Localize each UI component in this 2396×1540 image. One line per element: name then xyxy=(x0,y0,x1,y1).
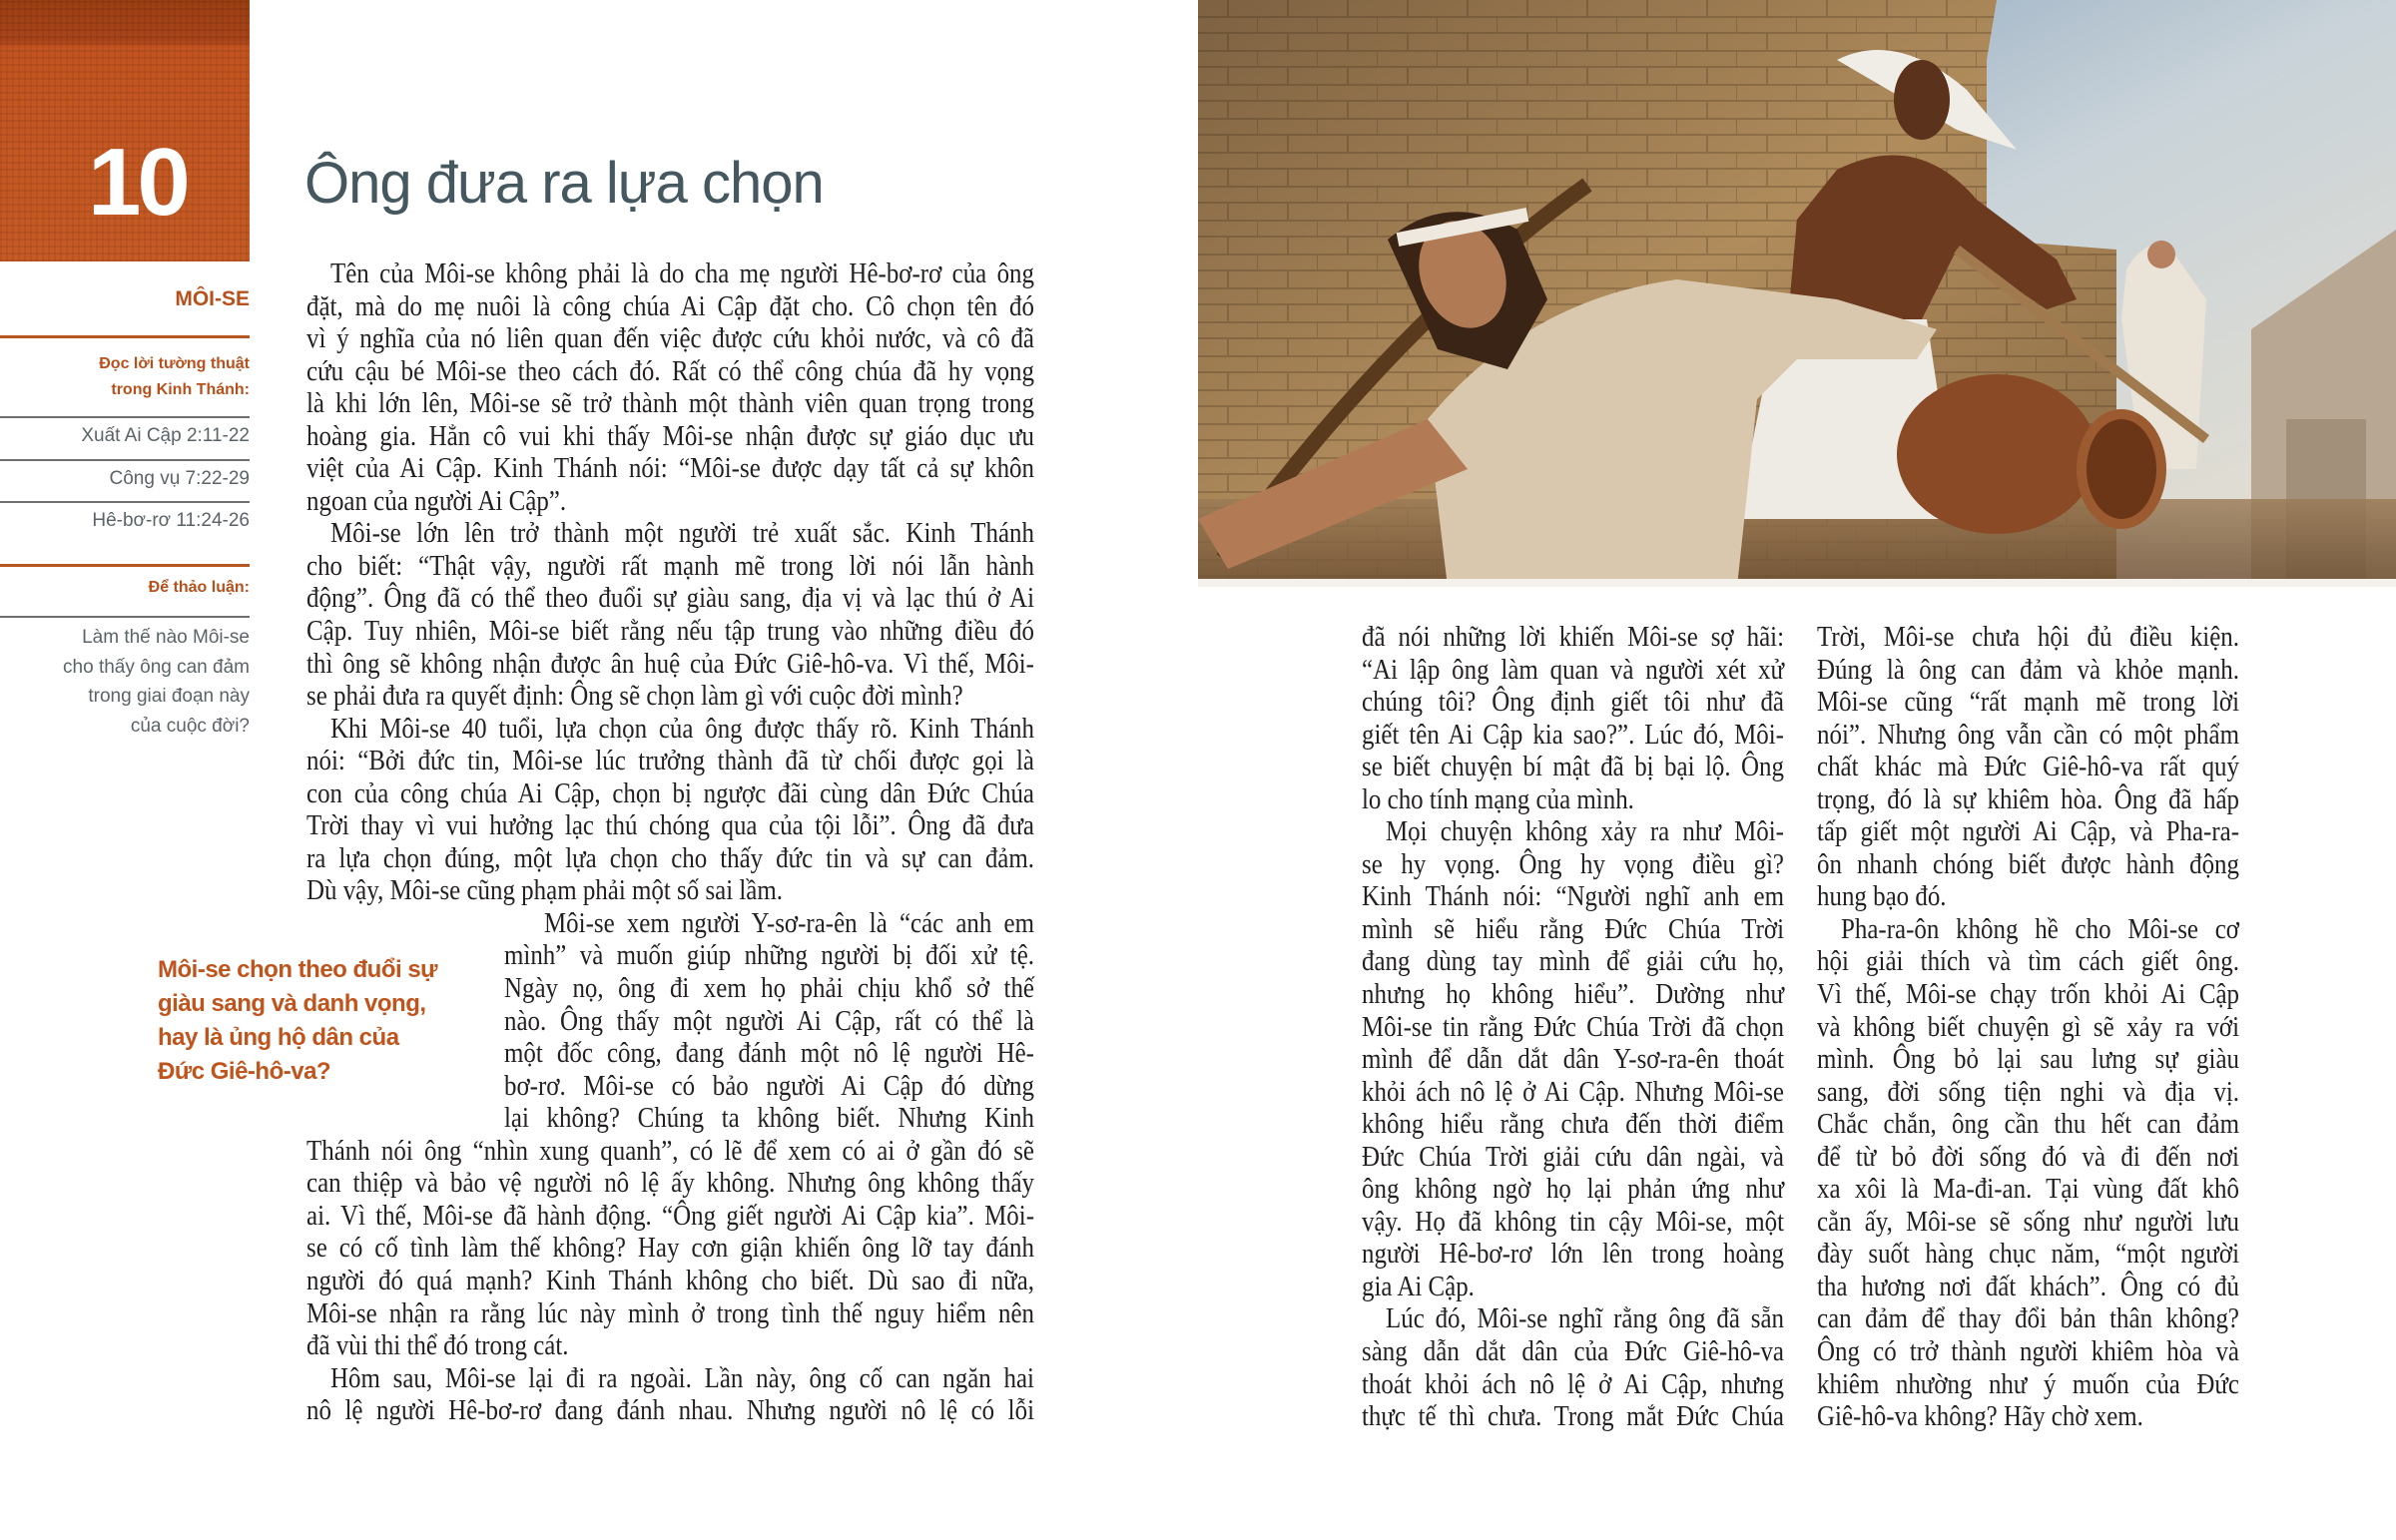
text-line xyxy=(1817,1335,2239,1368)
text-line xyxy=(1817,815,2239,848)
text-line-content: Ông có trở thành người khiêm hòa và xyxy=(1817,1335,2239,1368)
pull-quote-line: Đức Giê-hô-va? xyxy=(158,1058,331,1085)
text-line-content: và không biết chuyện gì sẽ xảy ra với xyxy=(1817,1010,2239,1043)
text-line-content: se có cố tình làm thế không? Hay cơn giận khiến ông lỡ tay đánh xyxy=(306,1232,1034,1265)
text-line xyxy=(306,1265,1034,1297)
divider xyxy=(0,335,250,338)
text-line xyxy=(1817,1368,2239,1401)
text-line-content: nói: “Bởi đức tin, Môi-se lúc trưởng thành đã từ chối được gọi là xyxy=(306,745,1034,777)
text-line xyxy=(306,485,1034,518)
text-line-content: Thánh nói ông “nhìn xung quanh”, có lẽ để xem có ai ở gần đó sẽ xyxy=(306,1134,1034,1167)
text-line-content: Môi-se nhận ra rằng lúc này mình ở trong tình thế nguy hiểm nên xyxy=(306,1296,1034,1329)
text-line xyxy=(1817,978,2239,1011)
text-line-content: se biết chuyện bí mật đã bị bại lộ. Ông xyxy=(1362,751,1784,783)
text-line-content: ôn nhanh chóng biết được hành động xyxy=(1817,847,2239,880)
text-line xyxy=(306,842,1034,875)
text-line-content: thực tế thì chưa. Trong mắt Đức Chúa xyxy=(1362,1400,1784,1433)
text-line-content: Giê-hô-va không? Hãy chờ xem. xyxy=(1817,1400,2143,1433)
text-line xyxy=(1362,1206,1784,1239)
text-line-content: Ngày nọ, ông đi xem họ phải chịu khổ sở thế xyxy=(504,972,1034,1005)
sidebar-person: MÔI-SE xyxy=(175,287,250,310)
text-line-content: đặt, mà do mẹ nuôi là công chúa Ai Cập đặt cho. Cô chọn tên đó xyxy=(306,289,1034,322)
text-line-content: Hôm sau, Môi-se lại đi ra ngoài. Lần này, ông cố can ngăn hai xyxy=(330,1361,1034,1394)
text-line-content: Đúng là ông can đảm và khỏe mạnh. xyxy=(1817,653,2239,686)
text-line-content: Kinh Thánh nói: “Người nghĩ anh em xyxy=(1362,880,1784,913)
text-line-content: Chắc chắn, ông cần thu hết can đảm xyxy=(1817,1108,2239,1141)
discuss-heading: Để thảo luận: xyxy=(148,579,250,596)
text-line-content: Trời thay vì vui hưởng lạc thú chóng qua của tội lỗi”. Ông đã đưa xyxy=(306,809,1034,842)
text-line xyxy=(1817,686,2239,719)
text-line xyxy=(1362,880,1784,913)
text-line-content: không hiểu rằng chưa đến thời điểm xyxy=(1362,1108,1784,1141)
text-line xyxy=(1362,1076,1784,1109)
text-line-content: xa xôi là Ma-đi-an. Tại vùng đất khô xyxy=(1817,1173,2239,1206)
text-line-content: mình để dẫn dắt dân Y-sơ-ra-ên thoát xyxy=(1362,1043,1784,1076)
text-line-content: se hy vọng. Ông hy vọng điều gì? xyxy=(1362,847,1784,880)
reference-link[interactable]: Xuất Ai Cập 2:11-22 xyxy=(81,425,250,446)
text-line-content: can thiệp và bảo vệ người nô lệ ấy không. Nhưng ông không thấy xyxy=(306,1167,1034,1200)
text-line xyxy=(306,1167,1034,1200)
text-line-content: sang, đời sống tiện nghi và địa vị. xyxy=(1817,1075,2239,1108)
text-line xyxy=(1817,1043,2239,1076)
text-line-content: chúng tôi? Ông định giết tôi như đã xyxy=(1362,686,1784,719)
text-line xyxy=(1362,1271,1784,1303)
text-line xyxy=(306,1394,1034,1427)
question-line: cho thấy ông can đảm xyxy=(63,656,250,678)
text-line xyxy=(1817,945,2239,978)
text-line xyxy=(306,1037,1034,1070)
right-column-1 xyxy=(1362,621,1784,1433)
text-line-content: ngoan của người Ai Cập”. xyxy=(306,484,567,517)
text-line xyxy=(306,907,1034,940)
text-line-content: Pha-ra-ôn không hề cho Môi-se cơ xyxy=(1841,912,2239,945)
text-line-content: hội giải thích và tìm cách giết ông. xyxy=(1817,945,2239,978)
text-line xyxy=(1362,1335,1784,1368)
text-line-content: ai. Vì thế, Môi-se đã hành động. “Ông giết người Ai Cập kia”. Môi- xyxy=(306,1199,1034,1232)
text-line xyxy=(1817,1206,2239,1239)
text-line xyxy=(306,322,1034,355)
pull-quote-line: hay là ủng hộ dân của xyxy=(158,1024,399,1051)
text-line-content: tha hương nơi đất khách”. Ông có đủ xyxy=(1817,1270,2239,1302)
text-line xyxy=(1362,751,1784,783)
text-line xyxy=(1817,719,2239,752)
reference-link[interactable]: Công vụ 7:22-29 xyxy=(109,468,250,489)
text-line-content: mình sẽ hiểu rằng Đức Chúa Trời xyxy=(1362,912,1784,945)
text-line-content: ra lựa chọn đúng, một lựa chọn cho thấy đức tin và sự can đảm. xyxy=(306,841,1034,874)
text-line xyxy=(306,1102,1034,1135)
question-line: trong giai đoạn này xyxy=(88,686,250,707)
text-line-content: nói”. Nhưng ông vẫn cần có một phẩm xyxy=(1817,718,2239,751)
read-heading-line: Đọc lời tường thuật xyxy=(99,355,250,372)
text-line xyxy=(1817,1271,2239,1303)
text-line xyxy=(306,387,1034,420)
text-line-content: đày suốt hàng chục năm, “một người xyxy=(1817,1238,2239,1271)
text-line xyxy=(306,257,1034,290)
text-line xyxy=(1817,751,2239,783)
divider xyxy=(0,501,250,503)
text-line-content: cằn ấy, Môi-se sẽ sống như người lưu xyxy=(1817,1205,2239,1238)
text-line-content: lại không? Chúng ta không biết. Nhưng Kinh xyxy=(504,1102,1034,1135)
text-line xyxy=(1362,945,1784,978)
text-line xyxy=(306,1232,1034,1265)
text-line-content: Môi-se lớn lên trở thành một người trẻ xuất sắc. Kinh Thánh xyxy=(330,517,1034,550)
text-line xyxy=(306,615,1034,648)
chapter-number: 10 xyxy=(88,129,187,236)
right-column-2 xyxy=(1817,621,2239,1433)
text-line-content: nô lệ người Hê-bơ-rơ đang đánh nhau. Nhưng người nô lệ có lỗi xyxy=(306,1394,1034,1427)
pull-quote-line: giàu sang và danh vọng, xyxy=(158,990,426,1017)
text-line xyxy=(1817,621,2239,654)
illustration-moses-egyptian-taskmaster xyxy=(1198,0,2396,587)
text-line xyxy=(306,1070,1034,1103)
text-line xyxy=(1817,783,2239,816)
text-line-content: Lúc đó, Môi-se nghĩ rằng ông đã sẵn xyxy=(1386,1302,1784,1335)
page-title: Ông đưa ra lựa chọn xyxy=(304,151,824,216)
text-line-content: động”. Ông đã có thể theo đuổi sự giàu sang, địa vị và lạc thú ở Ai xyxy=(306,582,1034,615)
text-line-content: Môi-se xem người Y-sơ-ra-ên là “các anh em xyxy=(544,906,1034,939)
text-line-content: Tên của Môi-se không phải là do cha mẹ người Hê-bơ-rơ của ông xyxy=(330,257,1034,289)
text-line-content: cho biết: “Thật vậy, người rất mạnh mẽ trong lời nói lẫn hành xyxy=(306,549,1034,582)
text-line-content: người Hê-bơ-rơ lớn lên trong hoàng xyxy=(1362,1238,1784,1271)
text-line xyxy=(306,452,1034,485)
text-line xyxy=(306,355,1034,388)
text-line xyxy=(1362,848,1784,881)
painting-image xyxy=(1198,0,2396,587)
text-line xyxy=(1362,978,1784,1011)
text-line xyxy=(1817,1173,2239,1206)
text-line xyxy=(1362,1400,1784,1433)
text-line xyxy=(1817,1141,2239,1174)
text-line xyxy=(306,582,1034,615)
text-line xyxy=(1817,1011,2239,1044)
text-line xyxy=(306,517,1034,550)
text-line xyxy=(306,1329,1034,1362)
text-line-content: thoát khỏi ách nô lệ ở Ai Cập, nhưng xyxy=(1362,1367,1784,1400)
read-heading-line: trong Kinh Thánh: xyxy=(111,381,250,398)
text-line xyxy=(1817,1400,2239,1433)
text-line xyxy=(306,972,1034,1005)
text-line xyxy=(1362,783,1784,816)
divider xyxy=(0,459,250,461)
chapter-number-block xyxy=(0,0,250,261)
text-line-content: Cập. Tuy nhiên, Môi-se biết rằng nếu tập trung vào những điều đó xyxy=(306,615,1034,648)
text-line-content: lo cho tính mạng của mình. xyxy=(1362,782,1634,815)
text-line xyxy=(306,550,1034,583)
text-line-content: “Ai lập ông làm quan và người xét xử xyxy=(1362,653,1784,686)
text-line xyxy=(1362,1368,1784,1401)
question-line: Làm thế nào Môi-se xyxy=(82,627,250,648)
text-line-content: giết tên Ai Cập kia sao?”. Lúc đó, Môi- xyxy=(1362,718,1784,751)
text-line-content: Môi-se cũng “rất mạnh mẽ trong lời xyxy=(1817,686,2239,719)
text-line xyxy=(1817,1302,2239,1335)
text-line xyxy=(1817,913,2239,946)
text-line-content: khỏi ách nô lệ ở Ai Cập. Nhưng Môi-se xyxy=(1362,1075,1784,1108)
text-line-content: đã nói những lời khiến Môi-se sợ hãi: xyxy=(1362,621,1784,653)
text-line xyxy=(306,420,1034,453)
text-line xyxy=(306,1005,1034,1038)
text-line xyxy=(1817,880,2239,913)
text-line xyxy=(1362,621,1784,654)
text-line xyxy=(306,1200,1034,1233)
text-line xyxy=(1362,1011,1784,1044)
text-line xyxy=(1817,848,2239,881)
discussion-question xyxy=(0,623,250,741)
text-line xyxy=(1362,654,1784,687)
text-line xyxy=(1362,1141,1784,1174)
text-line-content: Khi Môi-se 40 tuổi, lựa chọn của ông được thấy rõ. Kinh Thánh xyxy=(330,712,1034,745)
text-line-content: hung bạo đó. xyxy=(1817,880,1947,913)
text-line-content: việt của Ai Cập. Kinh Thánh nói: “Môi-se được dạy tất cả sự khôn xyxy=(306,452,1034,485)
text-line-content: can đảm để thay đổi bản thân không? xyxy=(1817,1302,2239,1335)
text-line xyxy=(306,939,1034,972)
text-line xyxy=(1817,1076,2239,1109)
text-line xyxy=(1362,1238,1784,1271)
text-line xyxy=(1817,1108,2239,1141)
text-line-content: mình. Ông bỏ lại sau lưng sự giàu xyxy=(1817,1043,2239,1076)
text-line-content: để từ bỏ đời sống đó và đi đến nơi xyxy=(1817,1140,2239,1173)
text-line xyxy=(306,648,1034,681)
text-line xyxy=(1817,654,2239,687)
text-line xyxy=(306,290,1034,323)
text-line-content: tấp giết một người Ai Cập, và Pha-ra- xyxy=(1817,815,2239,848)
text-line xyxy=(1817,1238,2239,1271)
text-line-content: chất khác mà Đức Giê-hô-va rất quý xyxy=(1817,751,2239,783)
text-line xyxy=(1362,686,1784,719)
read-heading xyxy=(0,351,250,403)
pull-quote-line: Môi-se chọn theo đuổi sự xyxy=(158,956,438,983)
text-line xyxy=(1362,719,1784,752)
text-line-content: hoàng gia. Hẳn cô vui khi thấy Môi-se nhận được sự giáo dục ưu xyxy=(306,419,1034,452)
reference-link[interactable]: Hê-bơ-rơ 11:24-26 xyxy=(92,510,250,531)
text-line xyxy=(306,1135,1034,1168)
text-line xyxy=(1362,913,1784,946)
text-line-content: con của công chúa Ai Cập, chọn bị ngược đãi cùng dân Đức Chúa xyxy=(306,776,1034,809)
text-line xyxy=(1362,1173,1784,1206)
text-line xyxy=(306,713,1034,746)
left-body-text xyxy=(306,257,1034,1427)
question-line: của cuộc đời? xyxy=(130,715,250,737)
text-line-content: Dù vậy, Môi-se cũng phạm phải một số sai lầm. xyxy=(306,874,784,907)
text-line xyxy=(306,777,1034,810)
text-line xyxy=(306,809,1034,842)
text-line-content: Trời, Môi-se chưa hội đủ điều kiện. xyxy=(1817,621,2239,653)
divider xyxy=(0,564,250,567)
text-line-content: vậy. Họ đã không tin cậy Môi-se, một xyxy=(1362,1205,1784,1238)
text-line-content: mình” và muốn giúp những người bị đối xử tệ. xyxy=(504,939,1034,972)
divider xyxy=(0,616,250,618)
text-line-content: nhưng họ không hiểu”. Dường như xyxy=(1362,978,1784,1011)
text-line-content: là khi lớn lên, Môi-se sẽ trở thành một thành viên quan trọng trong xyxy=(306,387,1034,420)
text-line-content: Đức Chúa Trời giải cứu dân ngài, và xyxy=(1362,1140,1784,1173)
text-line xyxy=(306,745,1034,777)
text-line xyxy=(1362,815,1784,848)
text-line xyxy=(306,874,1034,907)
text-line-content: ông không ngờ họ lại phản ứng như xyxy=(1362,1173,1784,1206)
text-line-content: người đó quá mạnh? Kinh Thánh không cho biết. Dù sao đi nữa, xyxy=(306,1264,1034,1296)
text-line xyxy=(306,1297,1034,1330)
text-line-content: bơ-rơ. Môi-se có bảo người Ai Cập đó dừng xyxy=(504,1069,1034,1102)
divider xyxy=(0,416,250,418)
text-line-content: Mọi chuyện không xảy ra như Môi- xyxy=(1386,815,1784,848)
text-line xyxy=(1362,1043,1784,1076)
text-line-content: đã vùi thi thể đó trong cát. xyxy=(306,1329,569,1362)
text-line-content: thì ông sẽ không nhận được ân huệ của Đức Giê-hô-va. Vì thế, Môi- xyxy=(306,647,1034,680)
text-line-content: trọng, đó là sự khiêm hòa. Ông đã hấp xyxy=(1817,782,2239,815)
text-line-content: Vì thế, Môi-se chạy trốn khỏi Ai Cập xyxy=(1817,978,2239,1011)
text-line-content: Môi-se tin rằng Đức Chúa Trời đã chọn xyxy=(1362,1010,1784,1043)
text-line-content: khiêm nhường như ý muốn của Đức xyxy=(1817,1367,2239,1400)
text-line xyxy=(1362,1108,1784,1141)
text-line xyxy=(306,1362,1034,1395)
text-line-content: se phải đưa ra quyết định: Ông sẽ chọn làm gì với cuộc đời mình? xyxy=(306,680,963,713)
text-line-content: đang dùng tay mình để giải cứu họ, xyxy=(1362,945,1784,978)
text-line-content: sàng dẫn dắt dân của Đức Giê-hô-va xyxy=(1362,1335,1784,1368)
text-line xyxy=(306,680,1034,713)
text-line-content: gia Ai Cập. xyxy=(1362,1270,1475,1302)
text-line xyxy=(1362,1302,1784,1335)
text-line-content: một đốc công, đang đánh một nô lệ người Hê- xyxy=(504,1037,1034,1070)
text-line-content: nào. Ông thấy một người Ai Cập, rất có thể là xyxy=(504,1004,1034,1037)
text-line-content: cứu cậu bé Môi-se theo cách đó. Rất có thể công chúa đã hy vọng xyxy=(306,354,1034,387)
text-line-content: vì ý nghĩa của nó liên quan đến việc được cứu khỏi nước, và cô đã xyxy=(306,322,1034,355)
